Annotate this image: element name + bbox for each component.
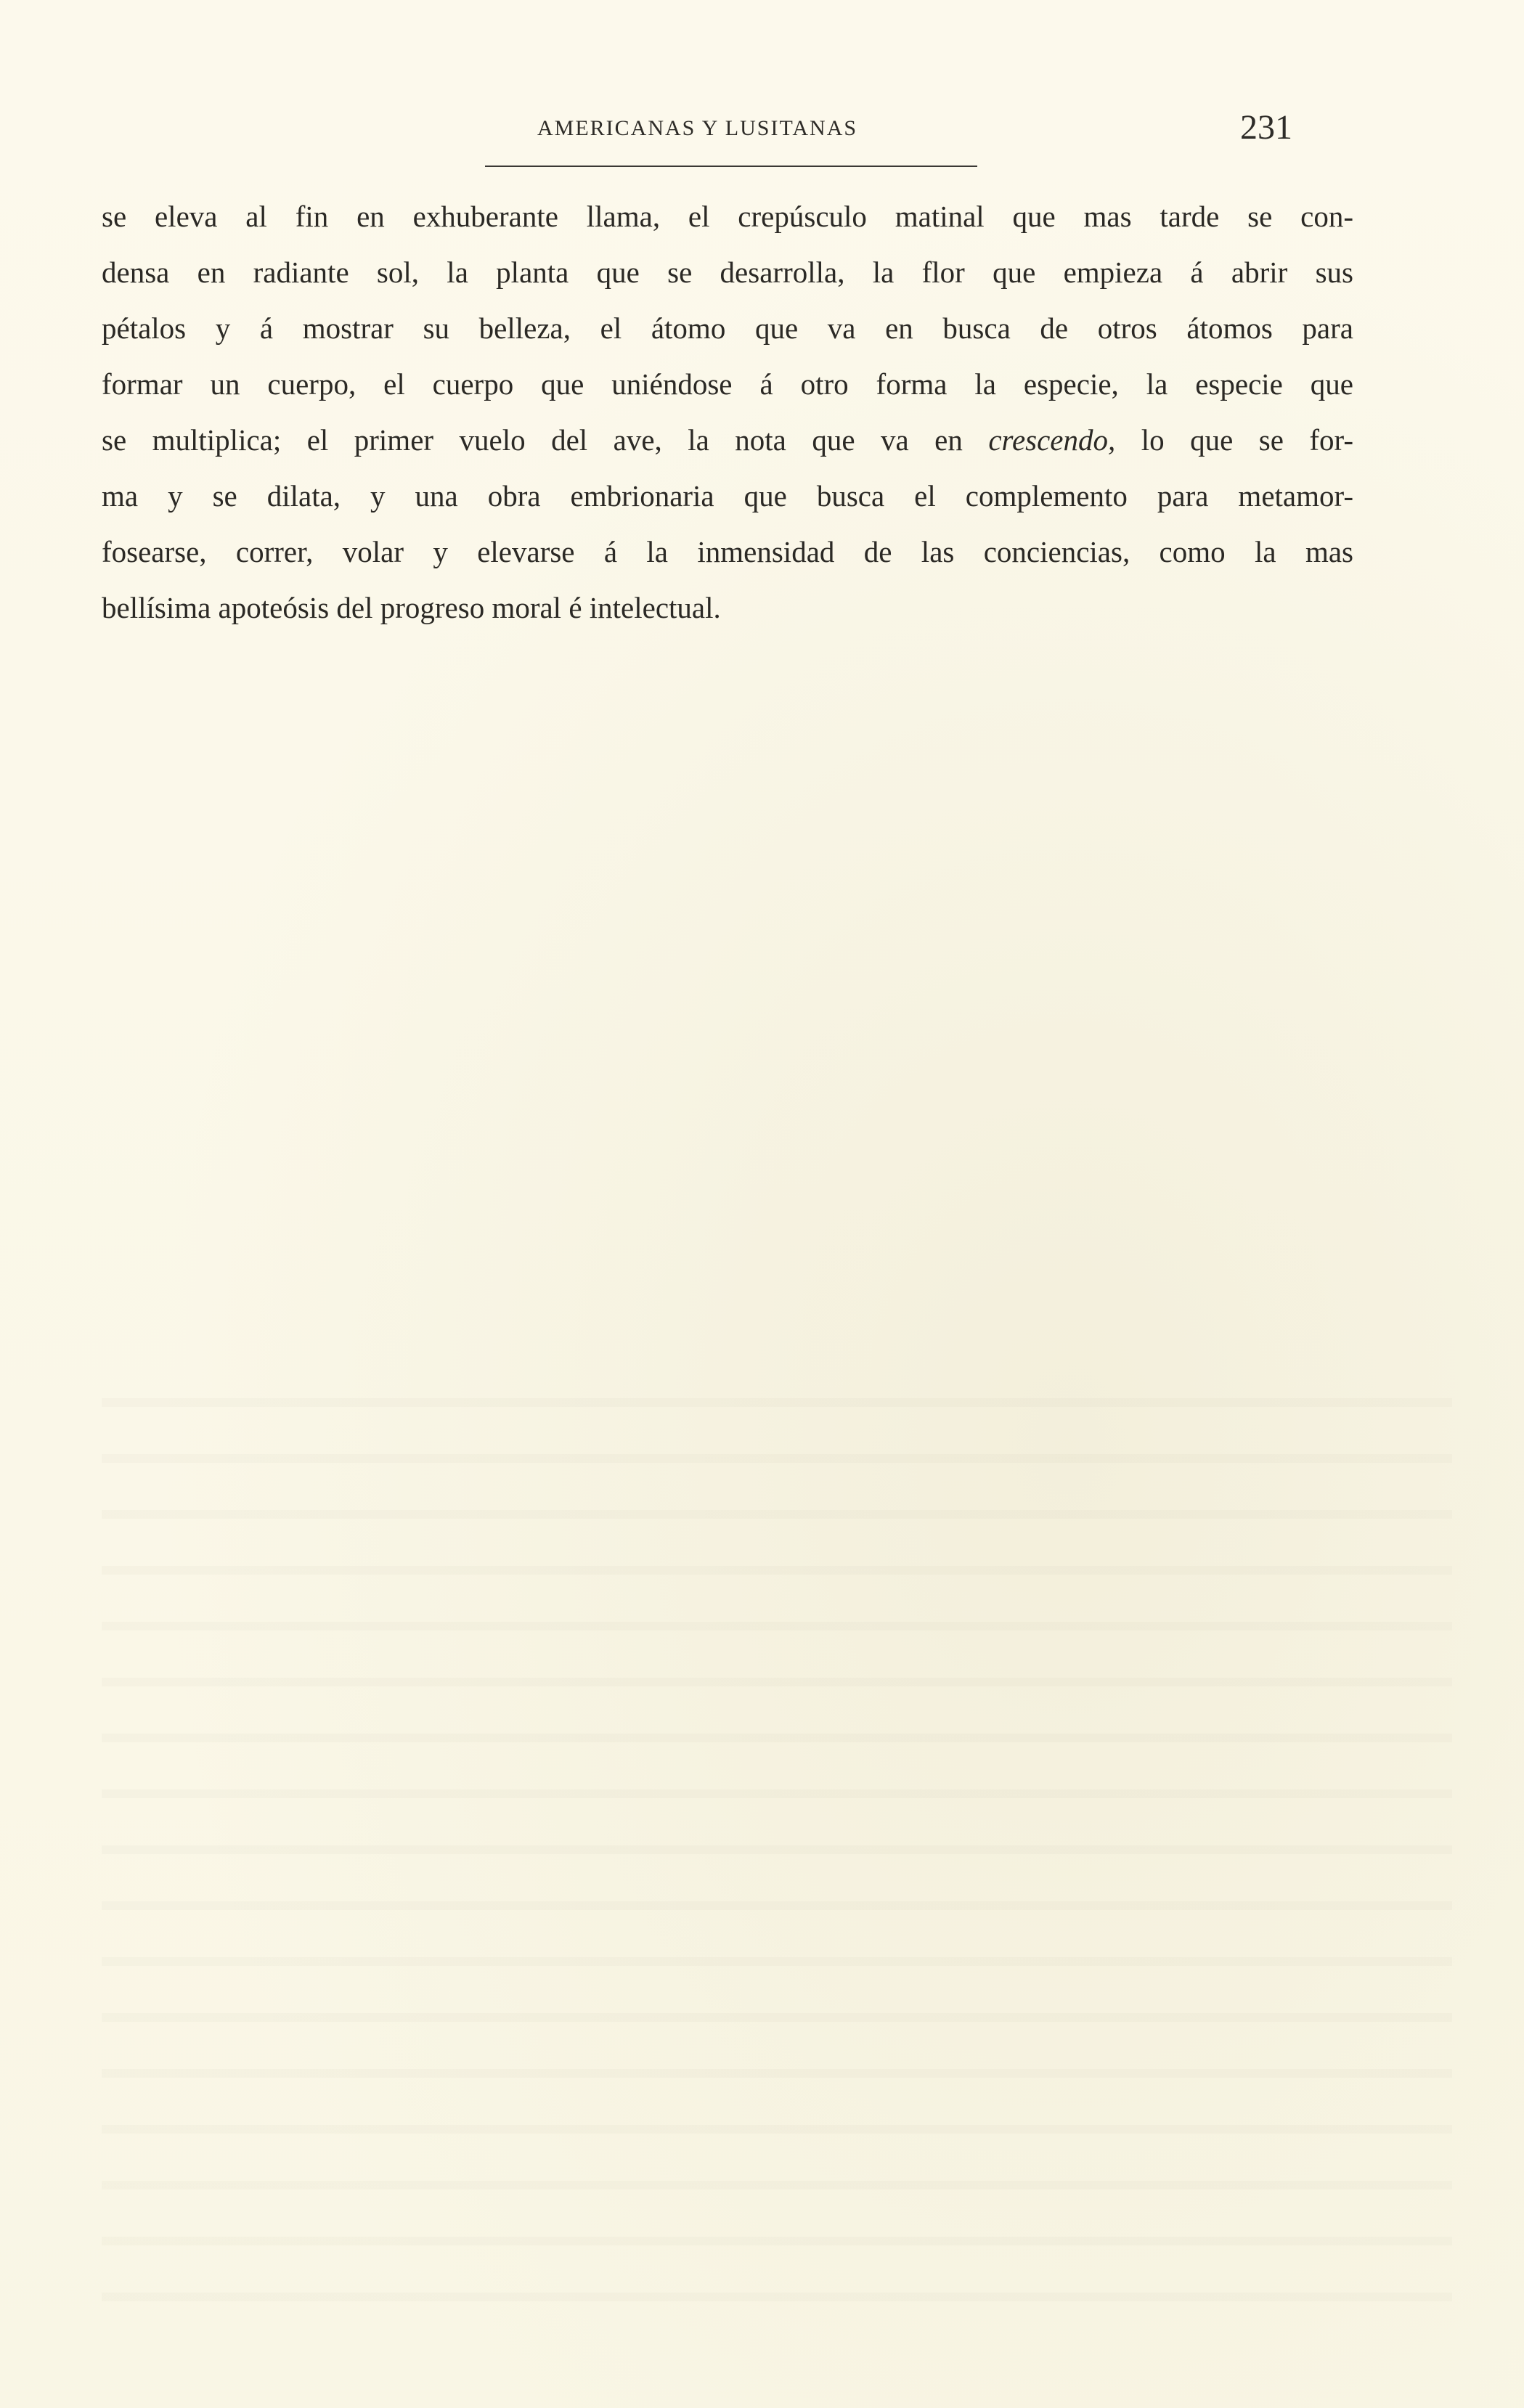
text-line (102, 412, 1353, 468)
text-line: pétalos y á mostrar su belleza, el átomo que va en busca de otros átomos para (102, 311, 1353, 345)
text-segment: lo que se for- (1141, 423, 1354, 457)
text-line: densa en radiante sol, la planta que se desarrolla, la flor que empieza á abrir sus (102, 256, 1353, 289)
running-title: AMERICANAS Y LUSITANAS (537, 116, 858, 140)
text-segment: se multiplica; el primer vuelo del ave, la nota que va en (102, 423, 963, 457)
body-paragraph (102, 189, 1353, 636)
text-line: fosearse, correr, volar y elevarse á la inmensidad de las conciencias, como la mas (102, 535, 1353, 568)
page-number: 231 (1240, 108, 1292, 147)
header-rule (485, 166, 977, 167)
text-line: ma y se dilata, y una obra embrionaria que busca el complemento para metamor- (102, 479, 1353, 513)
text-line: se eleva al fin en exhuberante llama, el crepúsculo matinal que mas tarde se con- (102, 200, 1353, 233)
show-through-texture (102, 1365, 1452, 2309)
text-line: bellísima apoteósis del progreso moral é intelectual. (102, 591, 721, 624)
italic-term: crescendo, (988, 423, 1116, 457)
text-line: formar un cuerpo, el cuerpo que uniéndose á otro forma la especie, la especie que (102, 367, 1353, 401)
